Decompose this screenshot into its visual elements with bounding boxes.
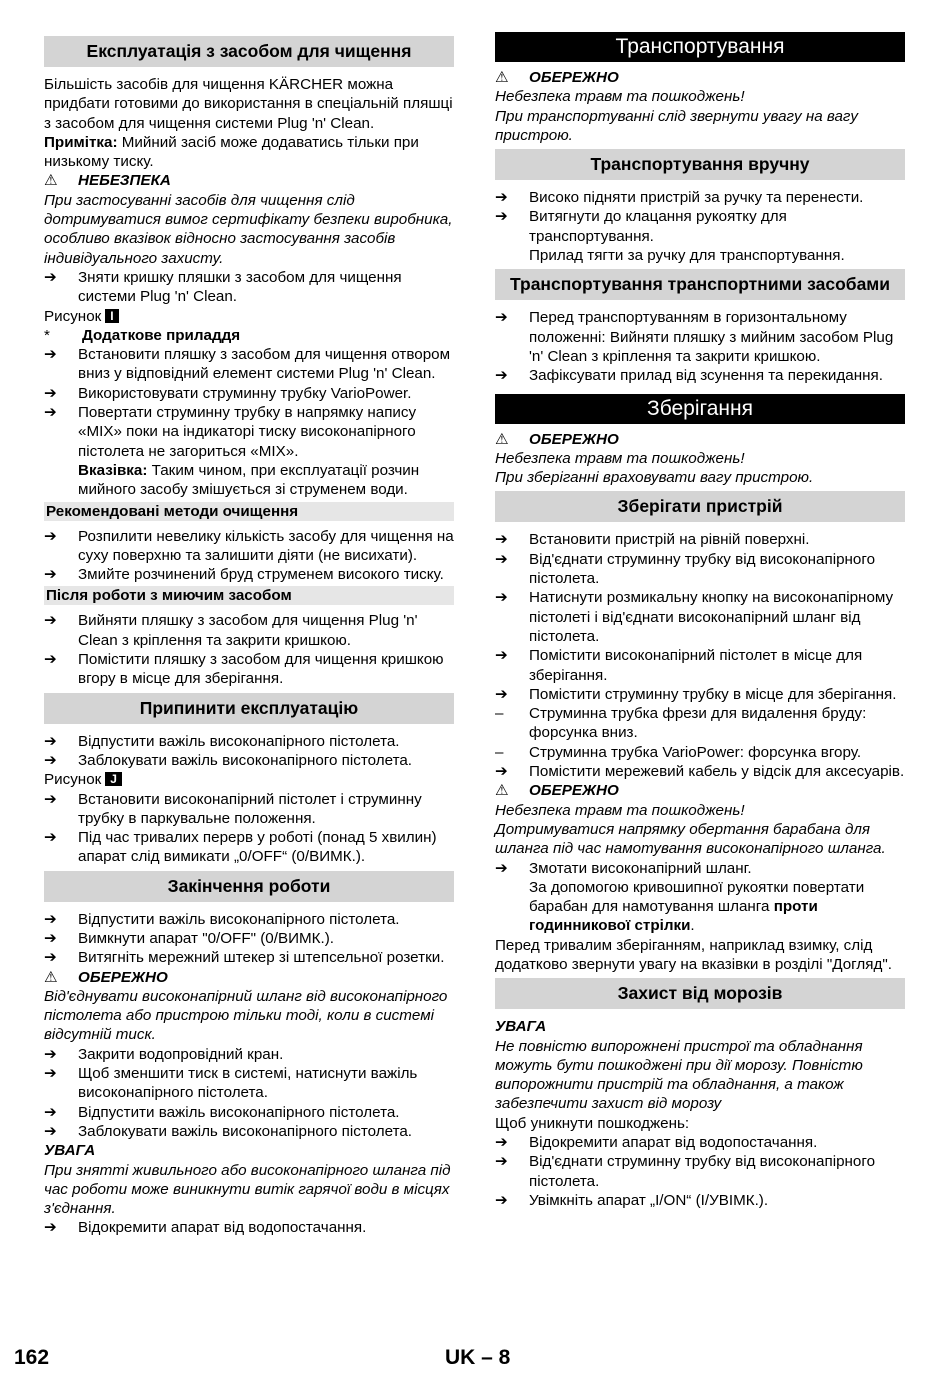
arrow-icon: ➔ [495, 763, 508, 781]
list-item: ➔ Вимкнути апарат "0/OFF" (0/ВИМК.). [44, 929, 334, 947]
arrow-icon: ➔ [495, 550, 508, 568]
arrow-icon: ➔ [44, 949, 57, 967]
list-item: ➔ Від'єднати струминну трубку від високонапірного пістолета. [495, 1153, 876, 1190]
arrow-icon: ➔ [495, 367, 508, 385]
page-number: 162 [14, 1346, 50, 1369]
heading-vehicle-transport: Транспортування транспортними засобами [495, 269, 905, 300]
arrow-icon: ➔ [495, 189, 508, 207]
list-item: ➔ Під час тривалих перерв у роботі (понад 5 хвилин) апарат слід вимикати „0/OFF“ (0/ВИМК.). [44, 829, 437, 866]
caution-text: Небезпека травм та пошкоджень! [495, 801, 745, 819]
arrow-icon: ➔ [44, 829, 57, 847]
arrow-icon: ➔ [44, 790, 57, 808]
list-item: ➔ Високо підняти пристрій за ручку та перенести. [495, 189, 864, 207]
heading-after-work: Після роботи з миючим засобом [44, 586, 454, 605]
arrow-icon: ➔ [44, 404, 57, 422]
list-item: ➔ Розпилити невелику кількість засобу для чищення на суху поверхню та залишити діяти (не висихати). [44, 527, 454, 564]
arrow-icon: ➔ [44, 910, 57, 928]
list-item: ➔ Відокремити апарат від водопостачання. [44, 1219, 367, 1237]
figure-reference: Рисунок J [44, 770, 454, 789]
arrow-icon: ➔ [44, 751, 57, 769]
list-item: ➔ Використовувати струминну трубку VarioPower. [44, 384, 412, 402]
caution-label: ⚠ ОБЕРЕЖНО [44, 968, 168, 986]
arrow-icon: ➔ [495, 589, 508, 607]
attention-label: УВАГА [495, 1018, 547, 1036]
paragraph: За допомогою кривошипної рукоятки повертати барабан для намотування шланга проти годинникової стрілки. [529, 878, 865, 935]
figure-badge: I [105, 309, 118, 323]
arrow-icon: ➔ [44, 384, 57, 402]
arrow-icon: ➔ [44, 566, 57, 584]
heading-stop-operation: Припинити експлуатацію [44, 693, 454, 724]
caution-label: ⚠ ОБЕРЕЖНО [495, 782, 619, 800]
list-item: ➔ Відпустити важіль високонапірного пістолета. [44, 732, 400, 750]
list-item: ➔ Увімкніть апарат „I/ON“ (I/УВІМК.). [495, 1191, 769, 1209]
arrow-icon: ➔ [44, 346, 57, 364]
list-item: ➔ Повертати струминну трубку в напрямку напису «MIX» поки на індикаторі тиску високонапірного пістолета не загориться «MIX». [44, 404, 417, 460]
heading-manual-transport: Транспортування вручну [495, 149, 905, 180]
list-item: ➔ Заблокувати важіль високонапірного пістолета. [44, 751, 413, 769]
list-item: ➔ Витягніть мережний штекер зі штепсельної розетки. [44, 949, 445, 967]
caution-text: Від'єднувати високонапірний шланг від високонапірного пістолета або пристрою тільки тоді, коли в системі відсутній тиск. [44, 987, 448, 1044]
arrow-icon: ➔ [44, 651, 57, 669]
arrow-icon: ➔ [44, 268, 57, 286]
paragraph: Щоб уникнути пошкоджень: [495, 1114, 690, 1132]
list-item: ➔ Відпустити важіль високонапірного пістолета. [44, 910, 400, 928]
list-item: ➔ Вийняти пляшку з засобом для чищення Plug 'n' Clean з кріплення та закрити кришкою. [44, 612, 418, 649]
caution-text: Дотримуватися напрямку обертання барабана для шланга під час намотування високонапірного шланга. [495, 820, 886, 858]
list-item: ➔ Змийте розчинений бруд струменем високого тиску. [44, 566, 444, 584]
list-item: ➔ Натиснути розмикальну кнопку на високонапірному пістолеті і від'єднати високонапірний шланг від пістолета. [495, 589, 894, 645]
list-item: ➔ Відпустити важіль високонапірного пістолета. [44, 1103, 400, 1121]
list-item: ➔ Зняти кришку пляшки з засобом для чищення системи Plug 'n' Clean. [44, 268, 402, 306]
dash-icon: – [495, 743, 504, 761]
arrow-icon: ➔ [44, 1122, 57, 1140]
arrow-icon: ➔ [495, 208, 508, 226]
warning-icon: ⚠ [44, 172, 58, 190]
caution-text: Небезпека травм та пошкоджень! [495, 449, 745, 467]
heading-cleaning-agent: Експлуатація з засобом для чищення [44, 36, 454, 67]
arrow-icon: ➔ [495, 1191, 508, 1209]
list-item: – Струминна трубка фрези для видалення бруду: форсунка вниз. [495, 705, 867, 742]
heading-end-of-work: Закінчення роботи [44, 871, 454, 902]
right-column [495, 32, 905, 1210]
danger-text: При застосуванні засобів для чищення слід дотримуватися вимог сертифікату безпеки виробника, особливо вказівок відносно застосування засобів індивідуального захисту. [44, 191, 453, 267]
list-item: ➔ Помістити мережевий кабель у відсік для аксесуарів. [495, 763, 905, 781]
paragraph: Прилад тягти за ручку для транспортування. [529, 247, 845, 265]
hint: Вказівка: Таким чином, при експлуатації розчин мийного засобу змішується зі струменем води. [78, 461, 420, 499]
arrow-icon: ➔ [495, 1134, 508, 1152]
list-item: ➔ Помістити струминну трубку в місце для зберігання. [495, 685, 897, 703]
caution-text: Небезпека травм та пошкоджень! [495, 88, 745, 106]
attention-text: Не повністю випорожнені пристрої та обладнання можуть бути пошкоджені при дії морозу. Повністю випорожнити пристрій та обладнання, а також забезпечити захист від морозу [495, 1037, 863, 1113]
warning-icon: ⚠ [495, 69, 509, 86]
arrow-icon: ➔ [44, 732, 57, 750]
list-item: ➔ Помістити пляшку з засобом для чищення кришкою вгору в місце для зберігання. [44, 651, 444, 688]
figure-badge: J [105, 772, 122, 786]
danger-label: ⚠ НЕБЕЗПЕКА [44, 172, 171, 190]
arrow-icon: ➔ [495, 1153, 508, 1171]
warning-icon: ⚠ [495, 430, 509, 448]
arrow-icon: ➔ [44, 1103, 57, 1121]
arrow-icon: ➔ [44, 1065, 57, 1083]
list-item: ➔ Витягнути до клацання рукоятку для транспортування. [495, 208, 787, 245]
paragraph: Більшість засобів для чищення KÄRCHER можна придбати готовими до використання в спеціальній пляшці з засобом для чищення системи Plug 'n' Clean. [44, 76, 453, 132]
arrow-icon: ➔ [495, 685, 508, 703]
heading-methods: Рекомендовані методи очищення [44, 502, 454, 521]
hint-label: Вказівка: [78, 461, 148, 479]
arrow-icon: ➔ [44, 1045, 57, 1063]
arrow-icon: ➔ [495, 647, 508, 665]
list-item: ➔ Змотати високонапірний шланг. [495, 859, 752, 877]
caution-label: ⚠ ОБЕРЕЖНО [495, 430, 619, 448]
paragraph: Перед тривалим зберіганням, наприклад взимку, слід додатково звернути увагу на вказівки в розділі "Догляд". [495, 936, 892, 973]
dash-icon: – [495, 705, 504, 723]
list-item: ➔ Заблокувати важіль високонапірного пістолета. [44, 1122, 413, 1140]
warning-icon: ⚠ [495, 782, 509, 800]
list-item: ➔ Встановити пристрій на рівній поверхні. [495, 531, 810, 549]
list-item: ➔ Встановити високонапірний пістолет і струминну трубку в паркувальне положення. [44, 790, 422, 827]
heading-frost-protection: Захист від морозів [495, 978, 905, 1009]
attention-label: УВАГА [44, 1142, 96, 1160]
warning-icon: ⚠ [44, 968, 58, 986]
heading-store-device: Зберігати пристрій [495, 491, 905, 522]
left-column [44, 32, 454, 1238]
caution-text: При транспортуванні слід звернути увагу на вагу пристрою. [495, 107, 859, 144]
list-item: ➔ Помістити високонапірний пістолет в місце для зберігання. [495, 647, 863, 684]
list-item: – Струминна трубка VarioPower: форсунка вгору. [495, 743, 862, 761]
heading-transport: Транспортування [495, 32, 905, 62]
note [44, 133, 454, 172]
attention-text: При знятті живильного або високонапірного шланга під час роботи може виникнути витік гарячої води в місцях з'єднання. [44, 1161, 451, 1218]
list-item: ➔ Відокремити апарат від водопостачання. [495, 1134, 818, 1152]
list-item: ➔ Встановити пляшку з засобом для чищення отвором вниз у відповідний елемент системи Plug 'n' Clean. [44, 346, 451, 383]
list-item: ➔ Щоб зменшити тиск в системі, натиснути важіль високонапірного пістолета. [44, 1065, 418, 1102]
list-item: ➔ Від'єднати струминну трубку від високонапірного пістолета. [495, 550, 876, 588]
arrow-icon: ➔ [495, 531, 508, 549]
figure-reference: Рисунок I [44, 307, 454, 326]
arrow-icon: ➔ [44, 929, 57, 947]
note-text: Мийний засіб може додаватись тільки при низькому тиску. [44, 133, 419, 171]
arrow-icon: ➔ [44, 612, 57, 630]
arrow-icon: ➔ [495, 309, 508, 327]
note-label: Примітка: [44, 133, 118, 151]
arrow-icon: ➔ [495, 859, 508, 877]
list-item: ➔ Закрити водопровідний кран. [44, 1045, 284, 1063]
arrow-icon: ➔ [44, 527, 57, 545]
star-icon: * [44, 326, 50, 344]
heading-storage: Зберігання [495, 394, 905, 424]
section-code: UK – 8 [445, 1346, 511, 1369]
list-item: ➔ Зафіксувати прилад від зсунення та перекидання. [495, 367, 883, 385]
list-item: ➔ Перед транспортуванням в горизонтальному положенні: Вийняти пляшку з мийним засобом Plug 'n' Clean з кріплення та закрити кришкою. [495, 309, 894, 365]
caution-text: При зберіганні враховувати вагу пристрою. [495, 469, 814, 487]
caution-label: ⚠ ОБЕРЕЖНО [495, 69, 619, 86]
arrow-icon: ➔ [44, 1219, 57, 1237]
accessory-note: * Додаткове приладдя [44, 326, 241, 344]
